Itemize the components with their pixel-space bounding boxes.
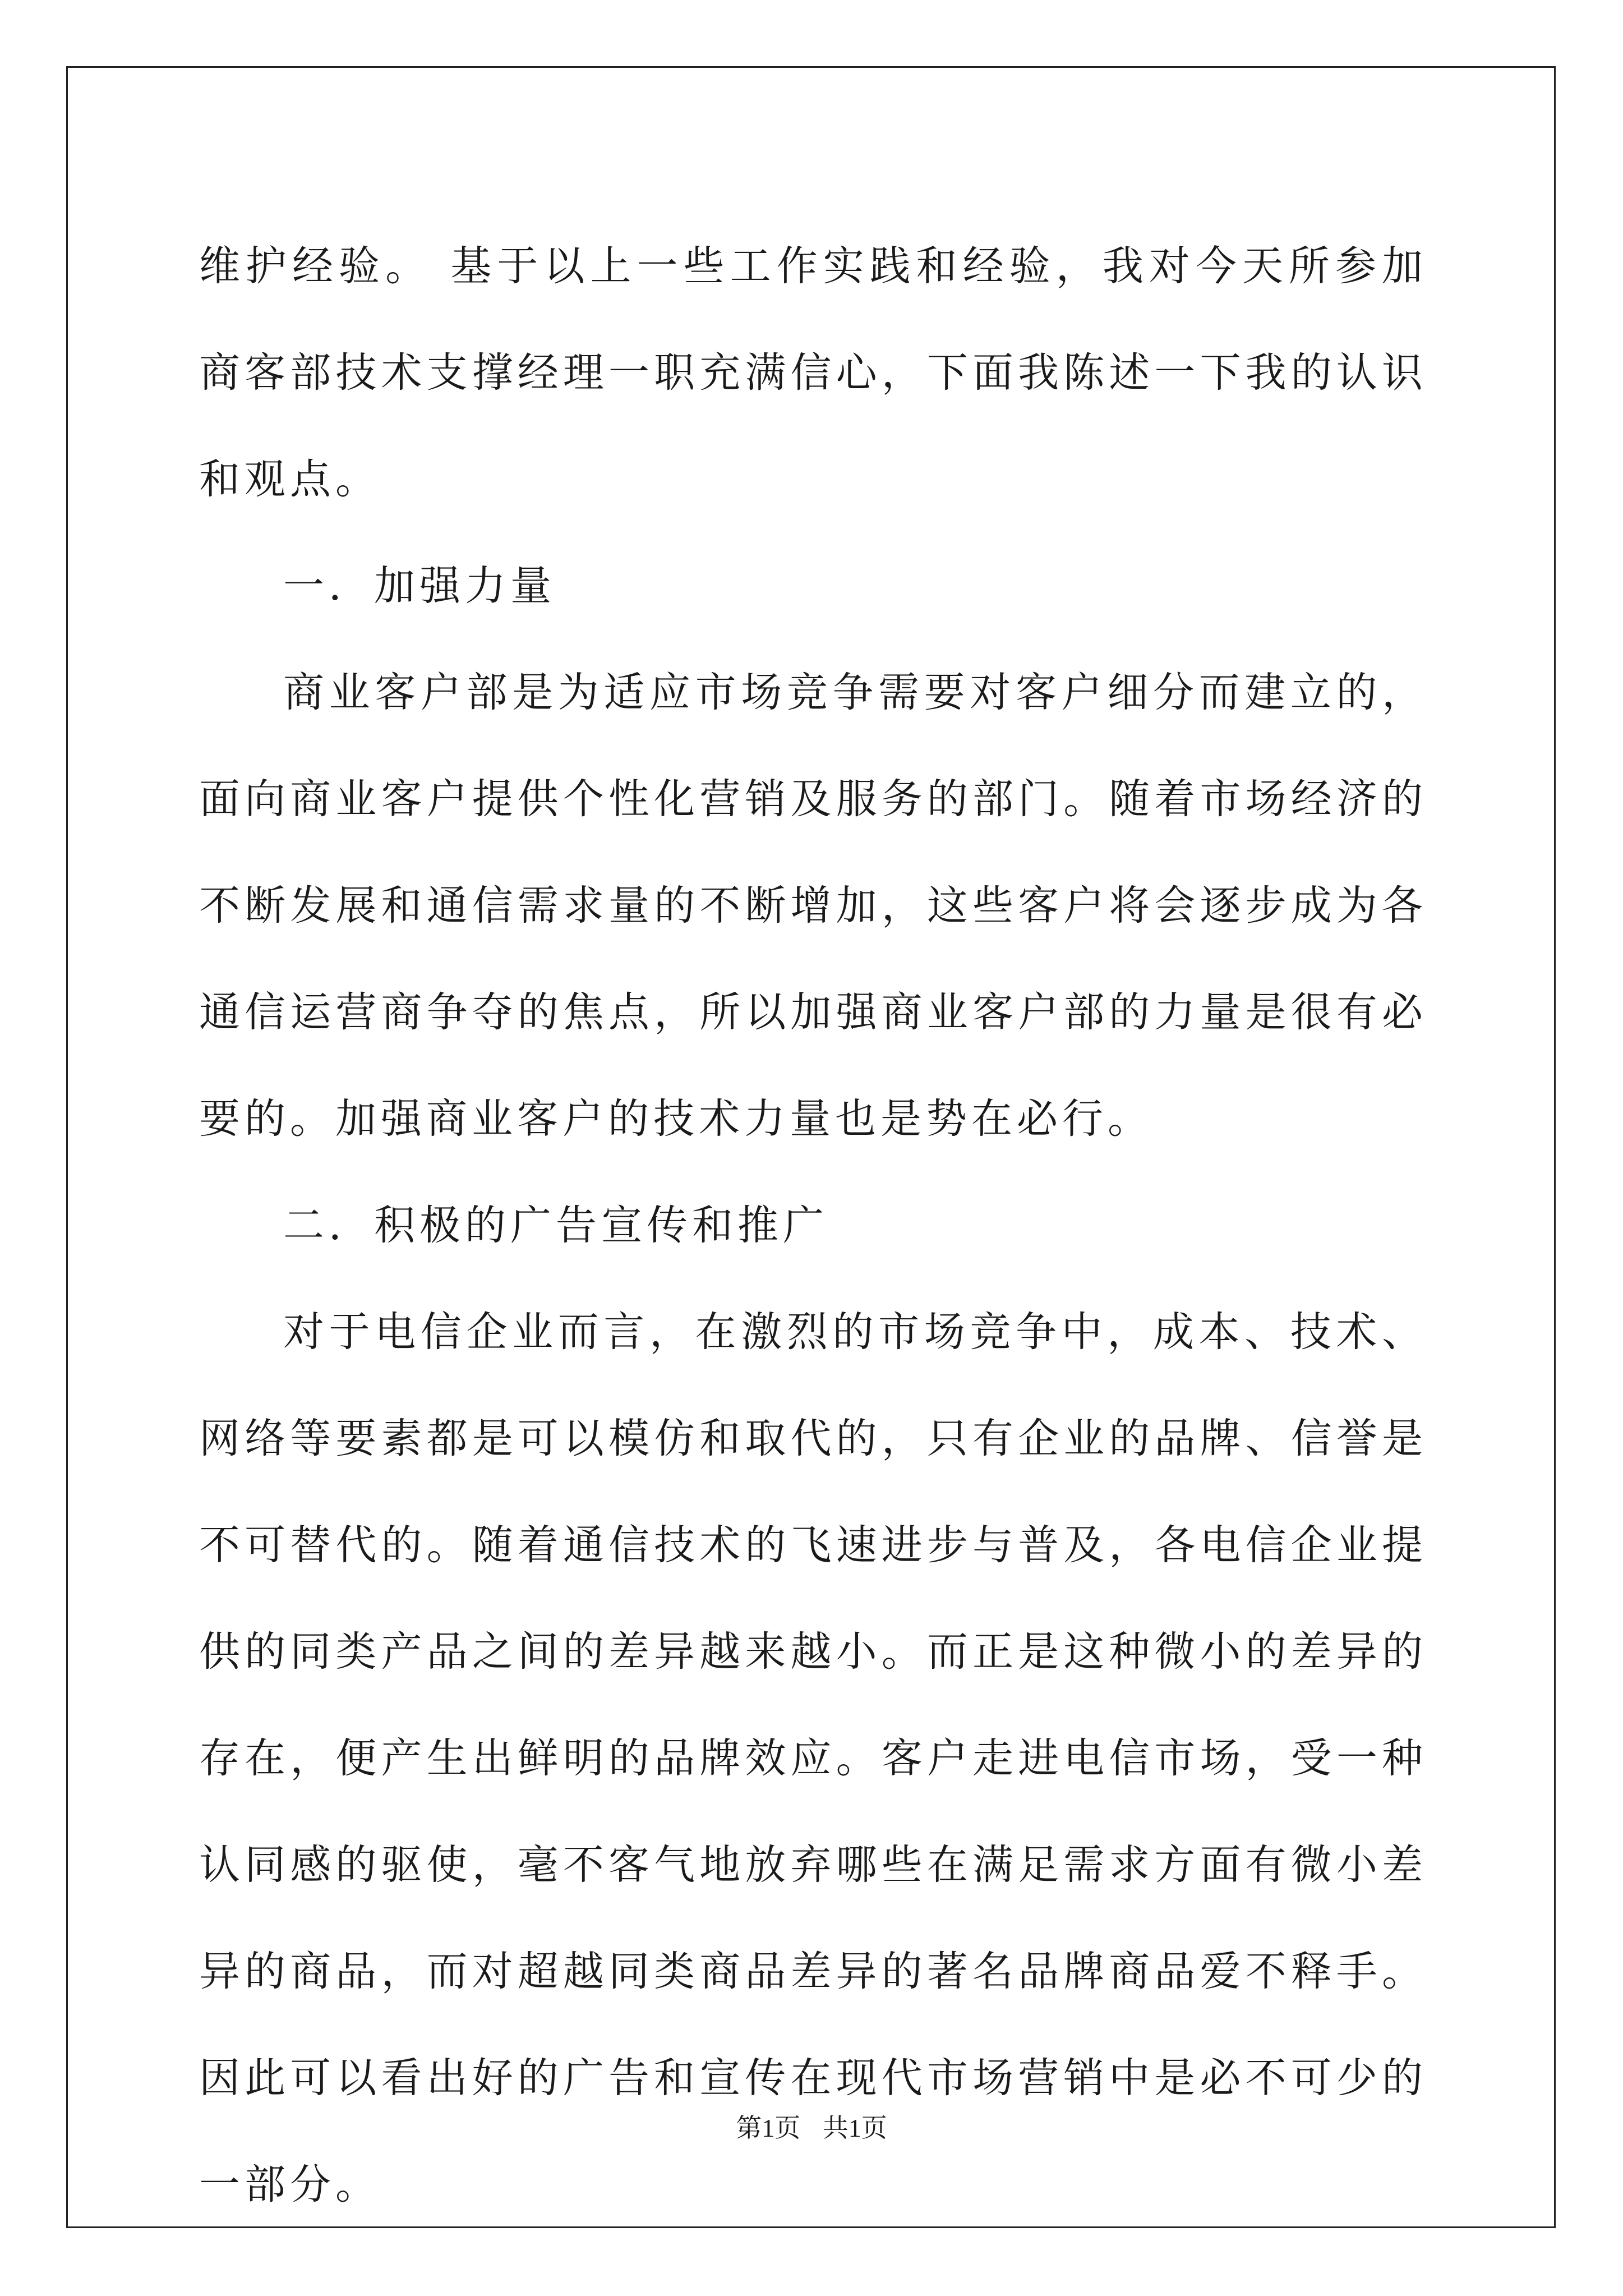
section-heading-1: 一．加强力量 bbox=[283, 562, 556, 610]
document-body bbox=[199, 213, 1427, 2238]
page-total: 共1页 bbox=[822, 2114, 887, 2142]
paragraph-section-1: 商业客户部是为适应市场竞争需要对客户细分而建立的，面向商业客户提供个性化营销及服务的部门。随着市场经济的不断发展和通信需求量的不断增加，这些客户将会逐步成为各通信运营商争夺的焦点，所以加强商业客户部的力量是很有必要的。加强商业客户的技术力量也是势在必行。 bbox=[199, 669, 1427, 1143]
page-footer bbox=[0, 2111, 1623, 2145]
section-heading-2: 二．积极的广告宣传和推广 bbox=[283, 1202, 828, 1249]
paragraph-section-2: 对于电信企业而言，在激烈的市场竞争中，成本、技术、网络等要素都是可以模仿和取代的，只有企业的品牌、信誉是不可替代的。随着通信技术的飞速进步与普及，各电信企业提供的同类产品之间的差异越来越小。而正是这种微小的差异的存在，便产生出鲜明的品牌效应。客户走进电信市场，受一种认同感的驱使，毫不客气地放弃哪些在满足需求方面有微小差异的商品，而对超越同类商品差异的著名品牌商品爱不释手。因此可以看出好的广告和宣传在现代市场营销中是必不可少的一部分。 bbox=[199, 1308, 1427, 2208]
paragraph-intro: 维护经验。 基于以上一些工作实践和经验，我对今天所参加商客部技术支撑经理一职充满信心，下面我陈述一下我的认识和观点。 bbox=[199, 242, 1427, 503]
page-number: 第1页 bbox=[736, 2114, 801, 2142]
